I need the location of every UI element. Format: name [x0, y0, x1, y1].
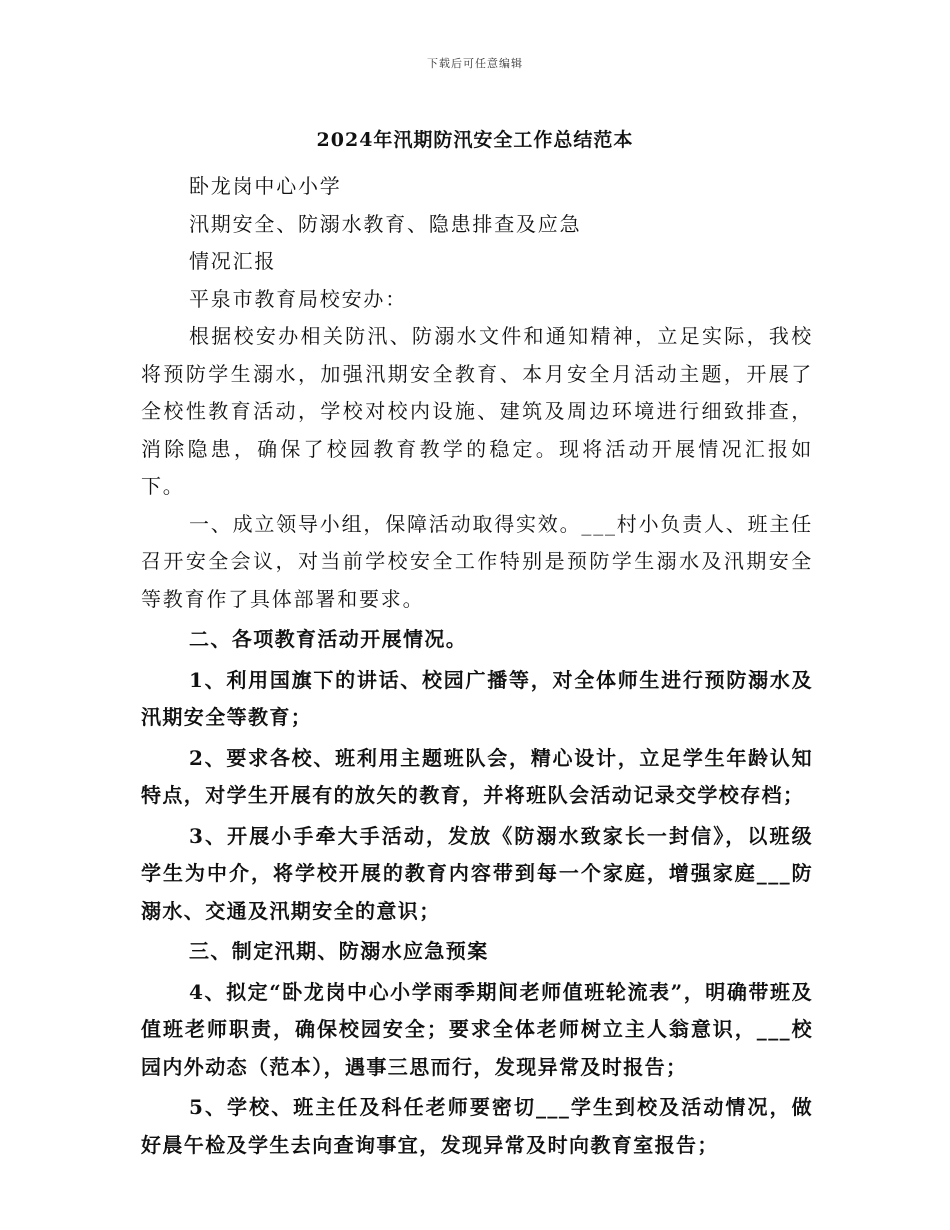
section-2-heading: 二、各项教育活动开展情况。 [189, 627, 468, 651]
item-1-paragraph: 1、利用国旗下的讲话、校园广播等，对全体师生进行预防溺水及汛期安全等教育； [141, 667, 813, 729]
recipient-line: 平泉市教育局校安办： [189, 286, 407, 311]
subject-line-1: 汛期安全、防溺水教育、隐患排查及应急 [189, 211, 582, 236]
school-name: 卧龙岗中心小学 [189, 174, 342, 198]
item-3-paragraph: 3、开展小手牵大手活动，发放《防溺水致家长一封信》，以班级学生为中介，将学校开展的教育内容带到每一个家庭，增强家庭___防溺水、交通及汛期安全的意识； [141, 823, 813, 923]
item-4-paragraph: 4、拟定“卧龙岗中心小学雨季期间老师值班轮流表”，明确带班及值班老师职责，确保校园安全；要求全体老师树立主人翁意识，___校园内外动态（范本），遇事三思而行，发现异常及时报告； [141, 979, 813, 1079]
section-3-heading: 三、制定汛期、防溺水应急预案 [189, 939, 489, 963]
document-body [141, 168, 813, 1164]
header-note: 下载后可任意编辑 [427, 57, 523, 70]
intro-paragraph: 根据校安办相关防汛、防溺水文件和通知精神，立足实际，我校将预防学生溺水，加强汛期安全教育、本月安全月活动主题，开展了全校性教育活动，学校对校内设施、建筑及周边环境进行细致排查，消除隐患，确保了校园教育教学的稳定。现将活动开展情况汇报如下。 [141, 324, 813, 498]
item-5-paragraph: 5、学校、班主任及科任老师要密切___学生到校及活动情况，做好晨午检及学生去向查询事宜，发现异常及时向教育室报告； [141, 1095, 813, 1157]
document-title: 2024年汛期防汛安全工作总结范本 [316, 129, 634, 151]
item-2-paragraph: 2、要求各校、班利用主题班队会，精心设计，立足学生年龄认知特点，对学生开展有的放矢的教育，并将班队会活动记录交学校存档； [141, 745, 813, 807]
section-1-paragraph: 一、成立领导小组，保障活动取得实效。___村小负责人、班主任召开安全会议，对当前学校安全工作特别是预防学生溺水及汛期安全等教育作了具体部署和要求。 [141, 511, 813, 611]
subject-line-2: 情况汇报 [189, 249, 277, 273]
